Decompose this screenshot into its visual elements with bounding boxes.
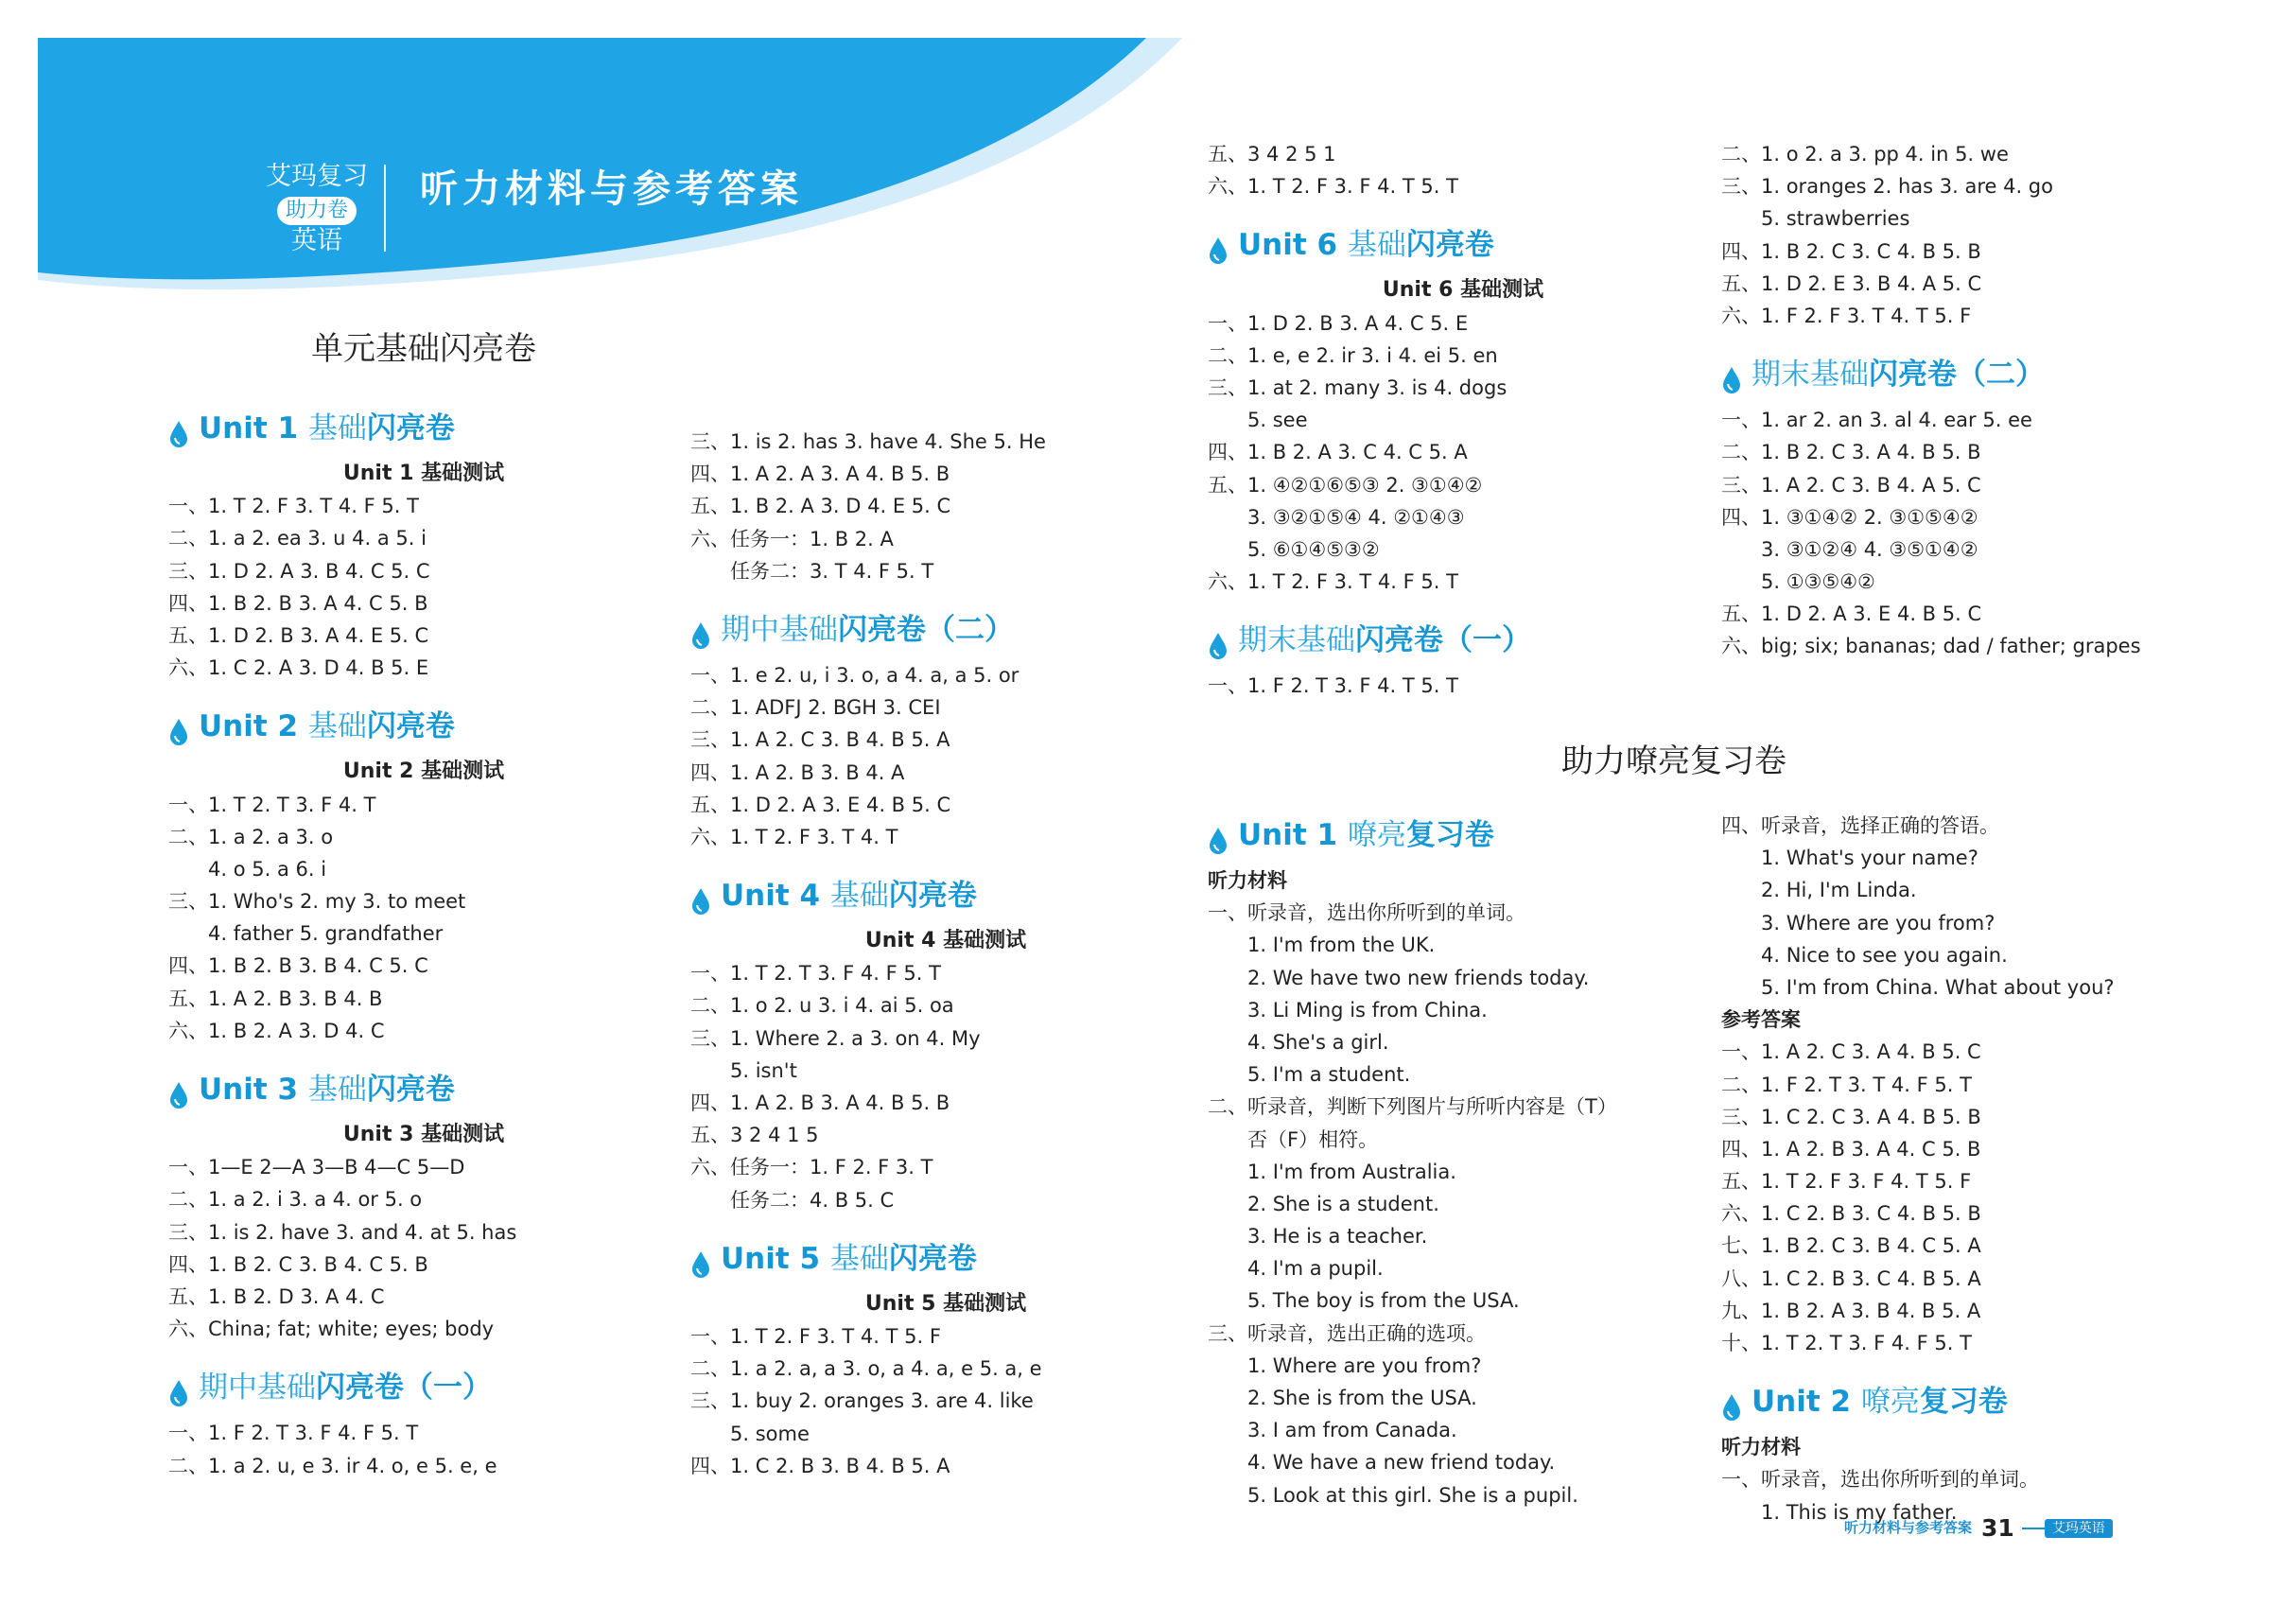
answer-line: 一、1. F 2. T 3. F 4. F 5. T bbox=[168, 1422, 419, 1445]
unit-heading-title: 闪亮卷 bbox=[1405, 228, 1494, 263]
section-title-review-wrap bbox=[1551, 725, 1797, 798]
answer-line: 六、任务一：1. B 2. A bbox=[690, 527, 894, 550]
unit-subtitle bbox=[690, 1288, 1201, 1320]
answer-line: 九、1. B 2. A 3. B 4. B 5. A bbox=[1721, 1299, 1981, 1322]
unit-heading-type: 基础 bbox=[307, 1073, 367, 1107]
answer-line: 四、1. B 2. C 3. C 4. B 5. B bbox=[1721, 239, 1981, 263]
unit-heading bbox=[168, 697, 679, 756]
answer-line: 十、1. T 2. T 3. F 4. F 5. T bbox=[1721, 1332, 1972, 1354]
header-banner bbox=[0, 0, 1192, 312]
answer-line: 五、1. T 2. F 3. F 4. T 5. F bbox=[1721, 1170, 1972, 1194]
answer-line: 一、听录音，选出你所听到的单词。 bbox=[1721, 1468, 2039, 1492]
water-drop-icon bbox=[1208, 632, 1229, 660]
unit-subtitle-unit: Unit 1 bbox=[342, 462, 422, 485]
column-2 bbox=[690, 426, 1201, 1482]
unit-heading bbox=[1208, 216, 1718, 274]
unit-heading-unit: Unit 5 bbox=[721, 1241, 830, 1276]
answer-line: 3. Where are you from? bbox=[1761, 911, 1995, 934]
answer-line: 1. Where are you from? bbox=[1247, 1353, 1482, 1377]
answer-line: 六、1. T 2. F 3. T 4. T bbox=[690, 825, 898, 848]
unit-subtitle-label: 基础测试 bbox=[421, 462, 505, 485]
answer-line: 1. This is my father. bbox=[1761, 1500, 1958, 1524]
answer-line: 四、1. A 2. B 3. B 4. A bbox=[690, 760, 905, 784]
answer-line: 3. He is a teacher. bbox=[1247, 1225, 1428, 1249]
answer-line: 二、1. a 2. ea 3. u 4. a 5. i bbox=[168, 527, 427, 550]
answer-line: 二、1. F 2. T 3. T 4. F 5. T bbox=[1721, 1073, 1972, 1096]
water-drop-icon bbox=[690, 887, 711, 916]
unit-heading-title: 闪亮卷 bbox=[366, 709, 455, 744]
water-drop-icon bbox=[1721, 366, 1742, 394]
water-drop-icon bbox=[168, 420, 189, 448]
answer-line: 三、1. A 2. C 3. B 4. B 5. A bbox=[690, 728, 950, 752]
answer-line: 六、1. T 2. F 3. F 4. T 5. T bbox=[1208, 175, 1458, 199]
footer-line bbox=[2022, 1528, 2045, 1529]
water-drop-icon bbox=[1208, 827, 1229, 855]
unit-heading-type: 期末基础 bbox=[1238, 623, 1355, 658]
answer-line: 5. ⑥①④⑤③② bbox=[1247, 537, 1380, 561]
answer-line: 三、听录音，选出正确的选项。 bbox=[1208, 1321, 1486, 1345]
answer-line: 2. She is a student. bbox=[1247, 1192, 1439, 1215]
answer-line: 五、3 4 2 5 1 bbox=[1208, 143, 1336, 166]
answer-line: 一、1. T 2. T 3. F 4. F 5. T bbox=[690, 962, 941, 986]
water-drop-icon bbox=[168, 1379, 189, 1407]
unit-heading-unit: Unit 6 bbox=[1238, 228, 1348, 263]
unit-heading-title: 闪亮卷（二） bbox=[838, 612, 1014, 647]
answer-line: 三、1. is 2. has 3. have 4. She 5. He bbox=[690, 430, 1046, 453]
answer-line: 5. isn't bbox=[730, 1058, 797, 1082]
brand-divider bbox=[384, 165, 386, 252]
section-title-review: 助力嘹亮复习卷 bbox=[1561, 742, 1786, 780]
answer-line: 五、3 2 4 1 5 bbox=[690, 1124, 819, 1147]
unit-heading-unit: Unit 2 bbox=[1751, 1385, 1861, 1420]
brand-line3: 英语 bbox=[291, 226, 342, 255]
unit-heading-type: 基础 bbox=[829, 1241, 889, 1276]
answer-line: 一、1. A 2. C 3. A 4. B 5. C bbox=[1721, 1040, 1981, 1064]
answer-line: 三、1. is 2. have 3. and 4. at 5. has bbox=[168, 1220, 517, 1244]
unit-subtitle-label: 基础测试 bbox=[1460, 278, 1544, 303]
section-title-basic: 单元基础闪亮卷 bbox=[311, 330, 536, 368]
answer-line: 六、1. C 2. A 3. D 4. B 5. E bbox=[168, 656, 429, 680]
answer-line: 5. I'm from China. What about you? bbox=[1761, 975, 2115, 999]
answer-line: 4. We have a new friend today. bbox=[1247, 1451, 1556, 1475]
answer-line: 4. Nice to see you again. bbox=[1761, 943, 2008, 967]
answer-line: 三、1. C 2. C 3. A 4. B 5. B bbox=[1721, 1105, 1981, 1128]
answer-line: 四、1. A 2. A 3. A 4. B 5. B bbox=[690, 463, 950, 486]
unit-heading bbox=[690, 1230, 1201, 1288]
unit-heading-type: 基础 bbox=[1347, 228, 1406, 263]
answer-line: 二、1. a 2. u, e 3. ir 4. o, e 5. e, e bbox=[168, 1454, 497, 1477]
answer-line: 任务二：4. B 5. C bbox=[730, 1188, 895, 1212]
answer-line: 5. ①③⑤④② bbox=[1761, 570, 1875, 594]
unit-heading bbox=[1208, 806, 1718, 864]
answer-line: 5. strawberries bbox=[1761, 207, 1910, 231]
answer-line: 五、1. D 2. E 3. B 4. A 5. C bbox=[1721, 271, 1982, 295]
unit-heading-unit: Unit 4 bbox=[721, 879, 830, 914]
brand-pill: 助力卷 bbox=[277, 197, 357, 225]
answer-line: 三、1. D 2. A 3. B 4. C 5. C bbox=[168, 559, 430, 583]
answer-line: 4. She's a girl. bbox=[1247, 1030, 1389, 1054]
answer-line: 五、1. D 2. A 3. E 4. B 5. C bbox=[690, 793, 951, 816]
water-drop-icon bbox=[1721, 1393, 1742, 1422]
answer-line: 任务二：3. T 4. F 5. T bbox=[730, 559, 934, 583]
banner-swoosh bbox=[0, 0, 1192, 312]
answer-line: 一、1. T 2. F 3. T 4. T 5. F bbox=[690, 1324, 941, 1348]
unit-heading-type: 基础 bbox=[829, 879, 889, 914]
answer-line: 三、1. Where 2. a 3. on 4. My bbox=[690, 1026, 981, 1050]
unit-heading-type: 期中基础 bbox=[199, 1371, 316, 1406]
answer-line: 1. What's your name? bbox=[1761, 847, 1978, 870]
unit-heading-title: 闪亮卷 bbox=[366, 411, 455, 445]
answer-line: 六、1. B 2. A 3. D 4. C bbox=[168, 1019, 385, 1042]
answer-line: 5. I'm a student. bbox=[1247, 1063, 1411, 1087]
water-drop-icon bbox=[168, 1081, 189, 1109]
answer-line: 5. The boy is from the USA. bbox=[1247, 1289, 1520, 1313]
answer-line: 一、1. ar 2. an 3. al 4. ear 5. ee bbox=[1721, 409, 2032, 432]
answer-line: 1. I'm from the UK. bbox=[1247, 934, 1436, 957]
answer-line: 一、1. e 2. u, i 3. o, a 4. a, a 5. or bbox=[690, 663, 1020, 687]
unit-subtitle bbox=[1208, 274, 1718, 306]
unit-heading-title: 闪亮卷 bbox=[366, 1073, 455, 1107]
answer-line: 5. some bbox=[730, 1422, 810, 1445]
answer-line: 3. Li Ming is from China. bbox=[1247, 998, 1488, 1022]
answer-line: 五、1. B 2. A 3. D 4. E 5. C bbox=[690, 495, 951, 518]
unit-heading bbox=[1721, 1372, 2270, 1431]
unit-heading-type: 期中基础 bbox=[721, 612, 838, 647]
unit-subtitle bbox=[168, 756, 679, 788]
unit-subtitle-unit: Unit 6 bbox=[1382, 278, 1461, 303]
unit-subtitle-unit: Unit 4 bbox=[864, 929, 944, 953]
unit-heading-type: 嘹亮 bbox=[1347, 818, 1406, 852]
answer-line: 4. o 5. a 6. i bbox=[208, 857, 327, 881]
unit-heading-title: 闪亮卷（二） bbox=[1869, 358, 2045, 393]
unit-heading-title: 闪亮卷 bbox=[888, 1241, 977, 1276]
answer-line: 五、1. D 2. B 3. A 4. E 5. C bbox=[168, 623, 429, 647]
section-label: 参考答案 bbox=[1721, 1008, 1801, 1032]
answer-line: 2. She is from the USA. bbox=[1247, 1387, 1477, 1409]
column-3 bbox=[1208, 138, 1718, 702]
answer-line: 七、1. B 2. C 3. B 4. C 5. A bbox=[1721, 1234, 1981, 1258]
brand-line1: 艾玛复习 bbox=[266, 162, 368, 191]
unit-heading bbox=[168, 1060, 679, 1119]
answer-line: 四、1. C 2. B 3. B 4. B 5. A bbox=[690, 1454, 950, 1477]
answer-line: 4. I'm a pupil. bbox=[1247, 1257, 1384, 1281]
unit-heading bbox=[1721, 345, 2270, 404]
answer-line: 二、1. a 2. i 3. a 4. or 5. o bbox=[168, 1188, 423, 1212]
answer-line: 四、1. A 2. B 3. A 4. C 5. B bbox=[1721, 1137, 1981, 1161]
answer-line: 六、1. C 2. B 3. C 4. B 5. B bbox=[1721, 1202, 1981, 1226]
unit-heading bbox=[1208, 611, 1718, 670]
answer-line: 四、1. ③①④② 2. ③①⑤④② bbox=[1721, 505, 1978, 529]
answer-line: 4. father 5. grandfather bbox=[208, 922, 444, 946]
unit-subtitle bbox=[690, 925, 1201, 957]
answer-line: 五、1. B 2. D 3. A 4. C bbox=[168, 1284, 385, 1308]
column-3-review bbox=[1208, 793, 1718, 1511]
answer-line: 四、听录音，选择正确的答语。 bbox=[1721, 814, 1999, 837]
water-drop-icon bbox=[168, 718, 189, 746]
answer-line: 三、1. Who's 2. my 3. to meet bbox=[168, 890, 466, 914]
answer-line: 二、1. o 2. a 3. pp 4. in 5. we bbox=[1721, 143, 2009, 166]
answer-line: 5. Look at this girl. She is a pupil. bbox=[1247, 1483, 1578, 1507]
answer-line: 三、1. A 2. C 3. B 4. A 5. C bbox=[1721, 473, 1981, 497]
answer-line: 3. ③①②④ 4. ③⑤①④② bbox=[1761, 537, 1978, 561]
unit-heading-unit: Unit 1 bbox=[1238, 818, 1348, 852]
unit-subtitle-unit: Unit 3 bbox=[342, 1123, 422, 1146]
unit-heading-type: 嘹亮 bbox=[1860, 1385, 1920, 1420]
unit-heading-title: 复习卷 bbox=[1405, 818, 1494, 852]
answer-line: 二、1. ADFJ 2. BGH 3. CEI bbox=[690, 696, 941, 720]
answer-line: 一、1. F 2. T 3. F 4. T 5. T bbox=[1208, 674, 1458, 698]
unit-heading bbox=[168, 399, 679, 458]
answer-line: 六、1. T 2. F 3. T 4. F 5. T bbox=[1208, 570, 1458, 594]
unit-subtitle-unit: Unit 2 bbox=[342, 760, 422, 784]
unit-heading-type: 基础 bbox=[307, 411, 367, 445]
page-title: 听力材料与参考答案 bbox=[420, 167, 803, 211]
answer-line: 八、1. C 2. B 3. C 4. B 5. A bbox=[1721, 1266, 1981, 1290]
unit-subtitle-label: 基础测试 bbox=[421, 1123, 505, 1146]
answer-line: 二、1. B 2. C 3. A 4. B 5. B bbox=[1721, 441, 1981, 464]
unit-heading-type: 期末基础 bbox=[1751, 358, 1869, 393]
answer-line: 2. We have two new friends today. bbox=[1247, 966, 1590, 989]
water-drop-icon bbox=[1208, 236, 1229, 265]
answer-line: 1. I'm from Australia. bbox=[1247, 1160, 1456, 1183]
section-label: 听力材料 bbox=[1721, 1436, 1801, 1459]
answer-line: 一、1. D 2. B 3. A 4. C 5. E bbox=[1208, 311, 1469, 335]
unit-heading bbox=[690, 601, 1201, 659]
unit-heading-title: 复习卷 bbox=[1919, 1385, 2008, 1420]
section-label: 听力材料 bbox=[1208, 869, 1287, 892]
answer-line: 五、1. D 2. A 3. E 4. B 5. C bbox=[1721, 602, 1982, 626]
answer-line: 否（F）相符。 bbox=[1247, 1127, 1379, 1151]
footer-tag: 艾玛英语 bbox=[2045, 1519, 2113, 1538]
answer-line: 四、1. B 2. A 3. C 4. C 5. A bbox=[1208, 441, 1468, 464]
column-4 bbox=[1721, 138, 2270, 663]
answer-line: 一、1—E 2—A 3—B 4—C 5—D bbox=[168, 1156, 465, 1179]
unit-subtitle-label: 基础测试 bbox=[421, 760, 505, 784]
page-footer bbox=[1844, 1515, 2113, 1540]
footer-text: 听力材料与参考答案 bbox=[1844, 1519, 1973, 1536]
answer-line: 3. I am from Canada. bbox=[1247, 1419, 1457, 1442]
answer-line: 三、1. oranges 2. has 3. are 4. go bbox=[1721, 175, 2053, 199]
unit-heading-title: 闪亮卷 bbox=[888, 879, 977, 914]
unit-heading bbox=[168, 1358, 679, 1417]
brand-logo bbox=[255, 161, 378, 257]
answer-line: 二、1. a 2. a 3. o bbox=[168, 825, 334, 848]
answer-line: 六、big; six; bananas; dad / father; grapes bbox=[1721, 635, 2141, 658]
answer-line: 一、1. T 2. F 3. T 4. F 5. T bbox=[168, 495, 419, 518]
answer-line: 二、听录音，判断下列图片与所听内容是（T） bbox=[1208, 1095, 1617, 1119]
unit-heading-title: 闪亮卷（一） bbox=[1355, 623, 1531, 658]
unit-subtitle-label: 基础测试 bbox=[943, 929, 1027, 953]
answer-line: 二、1. e, e 2. ir 3. i 4. ei 5. en bbox=[1208, 343, 1498, 367]
answer-line: 六、China; fat; white; eyes; body bbox=[168, 1318, 495, 1341]
answer-line: 一、1. T 2. T 3. F 4. T bbox=[168, 793, 376, 816]
answer-line: 四、1. B 2. C 3. B 4. C 5. B bbox=[168, 1252, 428, 1276]
answer-line: 五、1. A 2. B 3. B 4. B bbox=[168, 987, 383, 1010]
unit-heading-unit: Unit 3 bbox=[199, 1073, 308, 1107]
answer-line: 六、1. F 2. F 3. T 4. T 5. F bbox=[1721, 304, 1972, 327]
answer-line: 三、1. at 2. many 3. is 4. dogs bbox=[1208, 375, 1507, 399]
answer-line: 一、听录音，选出你所听到的单词。 bbox=[1208, 901, 1525, 925]
unit-subtitle-unit: Unit 5 bbox=[864, 1291, 944, 1316]
water-drop-icon bbox=[690, 1250, 711, 1279]
answer-line: 二、1. o 2. u 3. i 4. ai 5. oa bbox=[690, 994, 954, 1018]
column-1 bbox=[168, 312, 679, 1482]
answer-line: 四、1. A 2. B 3. A 4. B 5. B bbox=[690, 1091, 950, 1114]
answer-line: 四、1. B 2. B 3. B 4. C 5. C bbox=[168, 954, 428, 978]
answer-line: 四、1. B 2. B 3. A 4. C 5. B bbox=[168, 591, 428, 615]
answer-line: 5. see bbox=[1247, 409, 1308, 432]
unit-heading bbox=[690, 866, 1201, 925]
unit-subtitle bbox=[168, 458, 679, 490]
answer-line: 三、1. buy 2. oranges 3. are 4. like bbox=[690, 1389, 1034, 1413]
unit-heading-title: 闪亮卷（一） bbox=[316, 1371, 492, 1406]
water-drop-icon bbox=[690, 621, 711, 650]
unit-subtitle-label: 基础测试 bbox=[943, 1291, 1027, 1316]
unit-heading-unit: Unit 1 bbox=[199, 411, 308, 445]
unit-heading-unit: Unit 2 bbox=[199, 709, 308, 744]
answer-line: 二、1. a 2. a, a 3. o, a 4. a, e 5. a, e bbox=[690, 1357, 1042, 1381]
unit-subtitle bbox=[168, 1119, 679, 1151]
answer-line: 2. Hi, I'm Linda. bbox=[1761, 879, 1917, 902]
column-4-review bbox=[1721, 810, 2270, 1528]
answer-line: 六、任务一：1. F 2. F 3. T bbox=[690, 1156, 933, 1179]
answer-line: 3. ③②①⑤④ 4. ②①④③ bbox=[1247, 505, 1465, 529]
answer-line: 五、1. ④②①⑥⑤③ 2. ③①④② bbox=[1208, 473, 1483, 497]
page-number: 31 bbox=[1981, 1513, 2014, 1542]
unit-heading-type: 基础 bbox=[307, 709, 367, 744]
